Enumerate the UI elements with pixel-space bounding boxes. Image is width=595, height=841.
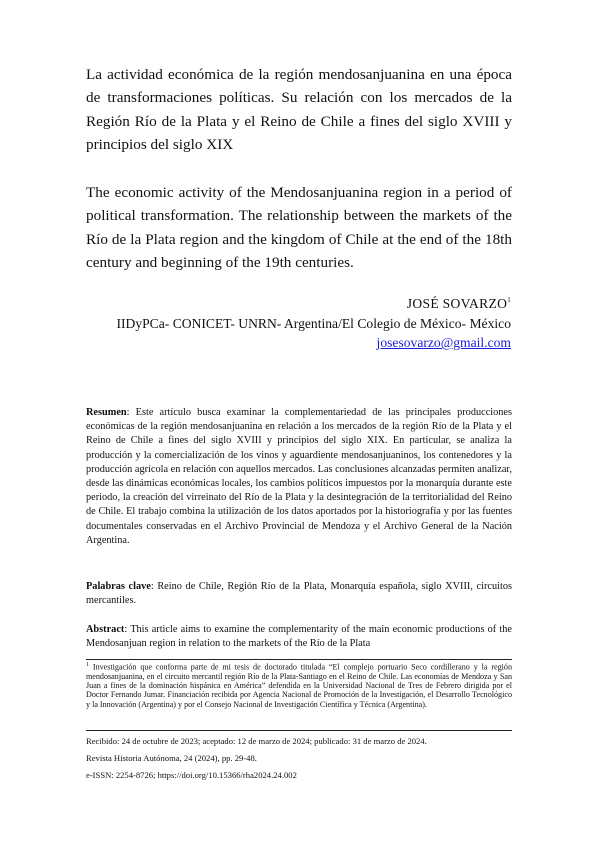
footnote-divider [86,659,512,660]
footnote-text: Investigación que conforma parte de mi tesis de doctorado titulada “El complejo portuario Seco cordillerano y la región mendosanjuanina, en el circuito mercantil región Río de la Plata-Santiago en el Reino de Chile. Las economías de Mendoza y San Juan a fines de la dominación hispánica en América” defendida en la Universidad Nacional de Tres de Febrero dirigida por el Doctor Fernando Jumar. Financiación recibida por Agencia Nacional de Promoción de la Investigación, el Desarrollo Tecnológico y la Innovación (Argentina) y por el Consejo Nacional de Investigación Científica y Técnica (Argentina). [86,662,512,709]
keywords-spanish-text: : Reino de Chile, Región Río de la Plata, Monarquía española, siglo XVIII, circuitos mercantiles. [86,581,512,607]
footnote [86,661,512,709]
keywords-spanish [86,580,512,608]
article-title-english: The economic activity of the Mendosanjuanina region in a period of political transformation. The relationship between the markets of the Río de la Plata region and the kingdom of Chile at the end of the 18th century and beginning of the 19th centuries. [86,184,512,272]
author-name-line [116,291,511,314]
publication-dates: Recibido: 24 de octubre de 2023; aceptado: 12 de marzo de 2024; publicado: 31 de marzo de 2024. [86,736,427,746]
article-title-spanish: La actividad económica de la región mendosanjuanina en una época de transformaciones políticas. Su relación con los mercados de la Región Río de la Plata y el Reino de Chile a fines del siglo XVIII y principios del siglo XIX [86,66,512,154]
author-name: JOSÉ SOVARZO [406,296,508,311]
author-footnote-mark[interactable]: 1 [507,296,511,304]
abstract-english-label: Abstract [86,624,125,635]
journal-citation: Revista Historia Autónoma, 24 (2024), pp. 29-48. [86,753,257,763]
abstract-spanish-label: Resumen [86,407,127,418]
issn-doi[interactable]: e-ISSN: 2254-8726; https://doi.org/10.15366/rha2024.24.002 [86,770,297,780]
abstract-english [86,623,512,651]
author-affiliation: IIDyPCa- CONICET- UNRN- Argentina/El Colegio de México- México [116,315,511,331]
author-block [116,291,511,353]
metadata-divider [86,730,512,731]
footnote-mark: 1 [86,662,89,668]
author-email-link[interactable]: josesovarzo@gmail.com [376,335,511,350]
abstract-english-text: : This article aims to examine the complementarity of the main economic productions of the Mendosanjuan region in relation to the markets of the Río de la Plata [86,624,512,650]
abstract-spanish [86,406,512,548]
abstract-spanish-text: : Este artículo busca examinar la complementariedad de las principales producciones económicas de la región mendosanjuanina en relación a los mercados de la región Río de la Plata y el Reino de Chile a fines del siglo XVIII y principios del siglo XIX. En particular, se analiza la producción y la comercialización de los vinos y aguardiente mendosanjuaninos, los contenedores y la producción agrícola en relación con aquellos mercados. Las conclusiones alcanzadas permiten analizar, desde las dinámicas económicas locales, los cambios políticos impuestos por la monarquía durante este periodo, la creación del virreinato del Río de la Plata y la desintegración de la territorialidad del Reino de Chile. El trabajo combina la utilización de los datos aportados por la historiografía y por las fuentes documentales conservadas en el Archivo Provincial de Mendoza y el Archivo General de la Nación Argentina. [86,407,512,546]
keywords-spanish-label: Palabras clave [86,581,151,592]
